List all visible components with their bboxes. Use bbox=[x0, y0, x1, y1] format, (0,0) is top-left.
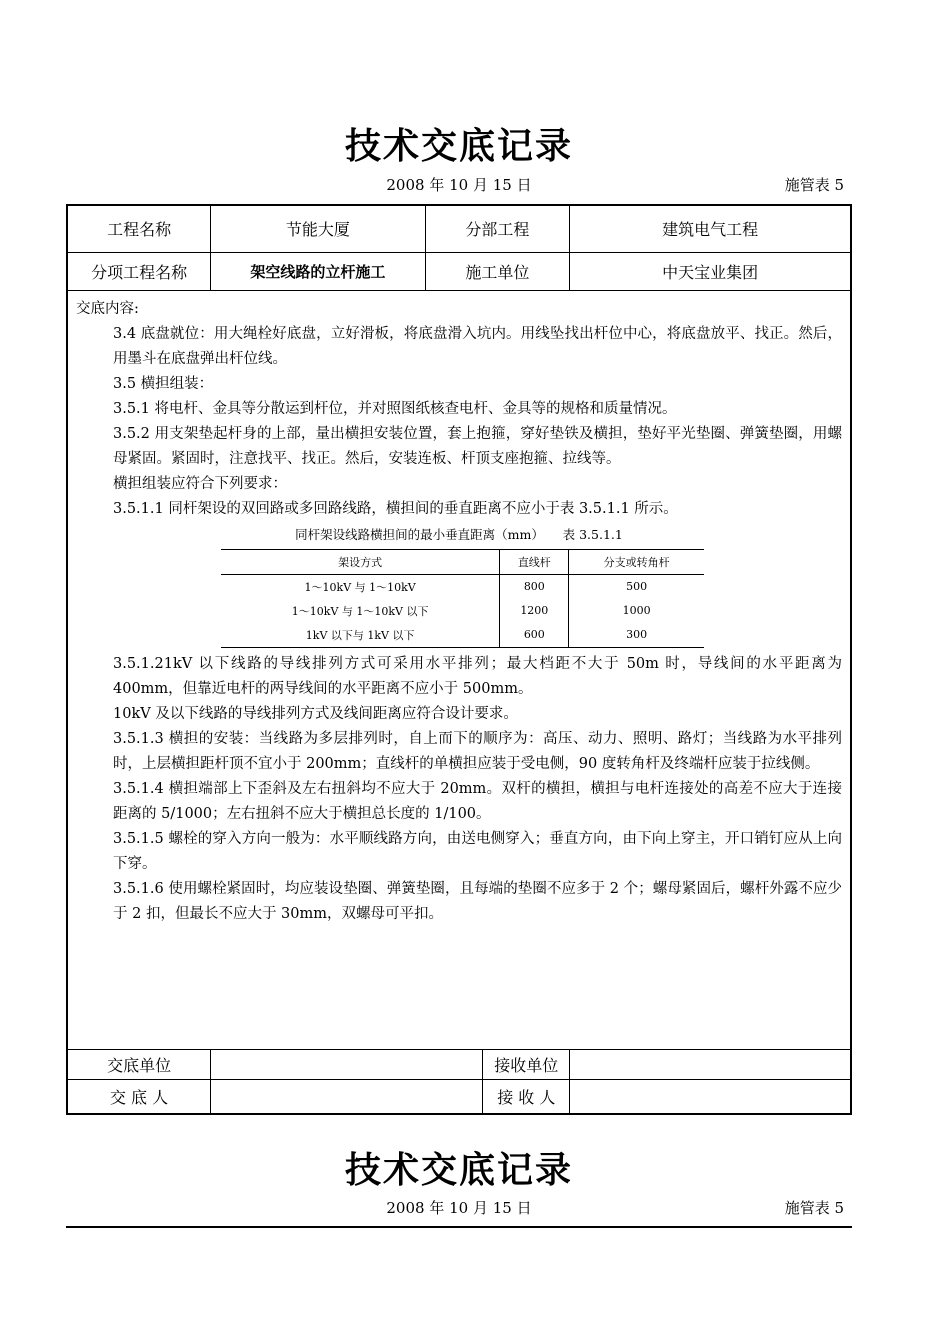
content-paragraphs-1 bbox=[76, 322, 842, 522]
info-row-subitem bbox=[67, 252, 851, 290]
table-cell: 1～10kV 与 1～10kV 以下 bbox=[221, 599, 500, 623]
paragraph: 3.5.1 将电杆、金具等分散运到杆位，并对照图纸核查电杆、金具等的规格和质量情况。 bbox=[113, 400, 677, 417]
division-value: 建筑电气工程 bbox=[570, 205, 851, 252]
spacing-table bbox=[221, 549, 704, 648]
contractor-value: 中天宝业集团 bbox=[570, 252, 851, 290]
issuer-label: 交 底 人 bbox=[67, 1079, 211, 1114]
sub-item-label: 分项工程名称 bbox=[67, 252, 211, 290]
paragraph: 3.5.1.4 横担端部上下歪斜及左右扭斜均不应大于 20mm。双杆的横担，横担与电杆连接处的高差不应大于连接距离的 5/1000；左右扭斜不应大于横担总长度的 1/100。 bbox=[113, 780, 842, 822]
table-cell: 1200 bbox=[500, 599, 569, 623]
table-top-border-2 bbox=[66, 1226, 852, 1228]
content-paragraphs-2 bbox=[76, 652, 842, 927]
page-title: 技术交底记录 bbox=[344, 126, 573, 167]
table-row bbox=[221, 574, 704, 599]
issuer-unit-label: 交底单位 bbox=[67, 1049, 211, 1079]
content-heading: 交底内容: bbox=[76, 300, 139, 317]
table-cell: 1000 bbox=[622, 604, 651, 617]
table-cell: 600 bbox=[500, 623, 569, 648]
paragraph: 横担组装应符合下列要求： bbox=[113, 475, 287, 492]
contractor-label: 施工单位 bbox=[425, 252, 570, 290]
receiver-field[interactable] bbox=[570, 1079, 851, 1114]
project-name-label: 工程名称 bbox=[67, 205, 211, 252]
paragraph: 3.5.2 用支架垫起杆身的上部，量出横担安装位置，套上抱箍，穿好垫铁及横担，垫好平光垫圈、弹簧垫圈，用螺母紧固。紧固时，注意找平、找正。然后，安装连板、杆顶支座抱箍、拉线等。 bbox=[113, 425, 842, 467]
paragraph: 3.5.1.21kV 以下线路的导线排列方式可采用水平排列；最大档距不大于 50m 时，导线间的水平距离为 400mm，但靠近电杆的两导线间的水平距离不应小于 500mm。 bbox=[113, 655, 842, 697]
paragraph: 3.4 底盘就位：用大绳栓好底盘，立好滑板，将底盘滑入坑内。用线坠找出杆位中心，将底盘放平、找正。然后，用墨斗在底盘弹出杆位线。 bbox=[113, 325, 842, 367]
receiver-label: 接 收 人 bbox=[483, 1079, 570, 1114]
table-caption: 同杆架设线路横担间的最小垂直距离（mm） 表 3.5.1.1 bbox=[295, 526, 623, 542]
paragraph: 3.5.1.6 使用螺栓紧固时，均应装设垫圈、弹簧垫圈，且每端的垫圈不应多于 2 个；螺母紧固后，螺杆外露不应少于 2 扣，但最长不应大于 30mm，双螺母可平扣。 bbox=[113, 880, 842, 922]
form-number-2: 施管表 5 bbox=[784, 1199, 844, 1217]
paragraph: 10kV 及以下线路的导线排列方式及线间距离应符合设计要求。 bbox=[113, 705, 518, 722]
paragraph: 3.5.1.1 同杆架设的双回路或多回路线路，横担间的垂直距离不应小于表 3.5.1.1 所示。 bbox=[113, 500, 678, 517]
page-title-2: 技术交底记录 bbox=[344, 1150, 573, 1191]
signature-row-unit bbox=[67, 1049, 851, 1079]
col-header-method: 架设方式 bbox=[221, 549, 500, 574]
paragraph: 3.5.1.5 螺栓的穿入方向一般为：水平顺线路方向，由送电侧穿入；垂直方向，由下向上穿主，开口销钉应从上向下穿。 bbox=[113, 830, 842, 872]
record-table bbox=[66, 204, 852, 1115]
sub-item-value: 架空线路的立杆施工 bbox=[211, 252, 425, 290]
paragraph: 3.5.1.3 横担的安装：当线路为多层排列时，自上而下的顺序为：高压、动力、照明、路灯；当线路为水平排列时，上层横担距杆顶不宜小于 200mm；直线杆的单横担应装于受电侧，90 度转角杆及终端杆应装于拉线侧。 bbox=[113, 730, 842, 772]
project-name-value: 节能大厦 bbox=[211, 205, 425, 252]
col-header-branch: 分支或转角杆 bbox=[569, 549, 704, 574]
table-cell: 1kV 以下与 1kV 以下 bbox=[221, 623, 500, 648]
spacing-table-header bbox=[221, 549, 704, 574]
table-row bbox=[221, 623, 704, 648]
receiver-unit-field[interactable] bbox=[570, 1049, 851, 1079]
table-cell: 1～10kV 与 1～10kV bbox=[221, 574, 500, 599]
briefing-content bbox=[67, 290, 851, 1049]
table-cell: 300 bbox=[626, 628, 648, 641]
info-row-project bbox=[67, 205, 851, 252]
issuer-field[interactable] bbox=[211, 1079, 483, 1114]
division-label: 分部工程 bbox=[425, 205, 570, 252]
form-number: 施管表 5 bbox=[784, 176, 844, 194]
table-row bbox=[221, 599, 704, 623]
col-header-straight: 直线杆 bbox=[500, 549, 569, 574]
record-date-2: 2008 年 10 月 15 日 bbox=[386, 1199, 532, 1217]
issuer-unit-field[interactable] bbox=[211, 1049, 483, 1079]
table-cell: 800 bbox=[500, 574, 569, 599]
record-date: 2008 年 10 月 15 日 bbox=[386, 176, 532, 194]
paragraph: 3.5 横担组装： bbox=[113, 375, 214, 392]
signature-row-person bbox=[67, 1079, 851, 1114]
content-row bbox=[67, 290, 851, 1049]
table-cell: 500 bbox=[626, 580, 648, 593]
receiver-unit-label: 接收单位 bbox=[483, 1049, 570, 1079]
